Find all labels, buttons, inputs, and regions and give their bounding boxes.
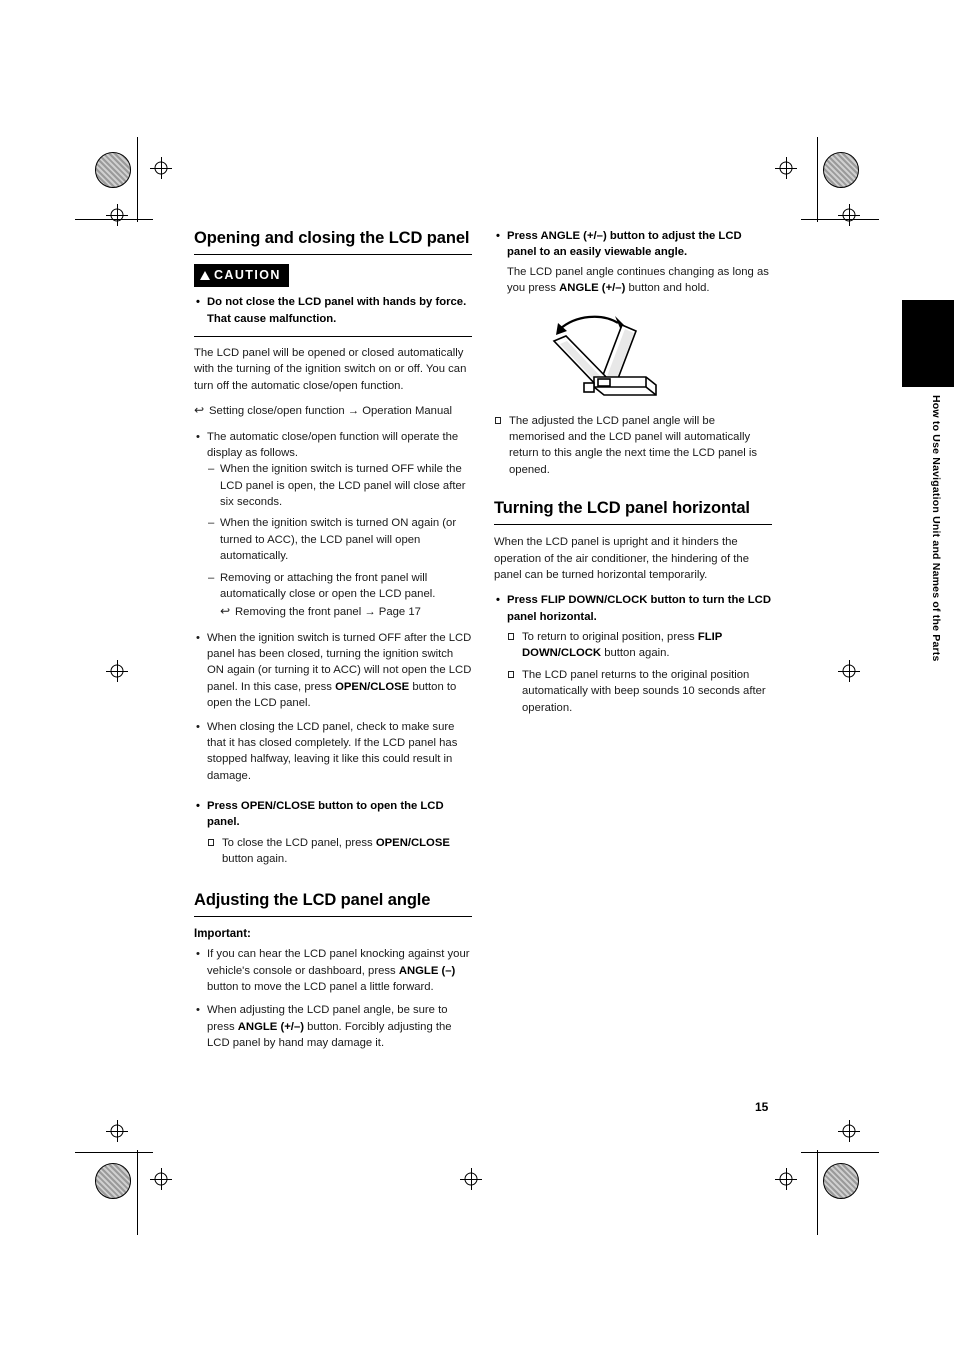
registration-target-right-upper	[838, 204, 860, 226]
list-item: – When the ignition switch is turned OFF while the LCD panel is open, the LCD panel will close after six seconds.	[207, 461, 472, 510]
auto-function-sublist	[207, 461, 472, 620]
caution-rule	[194, 336, 472, 337]
registration-circle-bottom-left	[95, 1163, 131, 1199]
list-item-label: Press ANGLE (+/–) button to adjust the LCD panel to an easily viewable angle.	[507, 230, 742, 259]
registration-target-top-left	[150, 157, 172, 179]
flip-down-list	[494, 592, 772, 716]
registration-target-right-middle	[838, 660, 860, 682]
intro-paragraph: The LCD panel will be opened or closed automatically with the turning of the ignition switch on or off. You can turn off the automatic close/open function.	[194, 347, 467, 392]
registration-circle-top-left	[95, 152, 131, 188]
lcd-panel-angle-figure	[494, 307, 772, 403]
registration-circle-top-right	[823, 152, 859, 188]
crop-line-top-right-v	[817, 137, 818, 222]
left-column	[194, 228, 472, 1061]
press-angle-body: The LCD panel angle continues changing as long as you press ANGLE (+/–) button and hold.	[507, 265, 769, 295]
right-column	[494, 228, 772, 725]
heading-rule-2	[194, 916, 472, 917]
registration-target-right-lower	[838, 1120, 860, 1142]
heading-rule-3	[494, 524, 772, 525]
list-item: • When the ignition switch is turned OFF after the LCD panel has been closed, turning the ignition switch ON again (or turning it to ACC) will not open the LCD panel. In this case, press OPEN/CLOSE button to open the LCD panel.	[194, 630, 472, 712]
list-item: • When adjusting the LCD panel angle, be sure to press ANGLE (+/–) button. Forcibly adjusting the LCD panel by hand may damage it.	[194, 1002, 472, 1051]
caution-badge	[194, 264, 289, 287]
reference-note-setting: ↪ Setting close/open function → Operation Manual	[194, 403, 472, 419]
list-item	[494, 228, 772, 297]
list-item	[494, 592, 772, 716]
edge-marker-tab	[902, 300, 954, 387]
horizontal-intro-paragraph: When the LCD panel is upright and it hinders the operation of the air conditioner, the hindering of the panel can be turned horizontal temporarily.	[494, 536, 749, 581]
registration-target-left-middle	[106, 660, 128, 682]
caution-list	[194, 294, 472, 327]
important-label: Important:	[194, 927, 251, 940]
flip-down-sublist	[507, 629, 772, 716]
list-item: • Do not close the LCD panel with hands by force. That cause malfunction.	[194, 294, 472, 327]
list-item-label: The automatic close/open function will operate the display as follows.	[207, 430, 459, 459]
list-item: • If you can hear the LCD panel knocking against your vehicle's console or dashboard, press ANGLE (–) button to move the LCD panel a little forward.	[194, 946, 472, 995]
list-item: To return to original position, press FLIP DOWN/CLOCK button again.	[507, 629, 772, 662]
angle-memory-note-list	[494, 413, 772, 479]
section-heading-opening-closing: Opening and closing the LCD panel	[194, 229, 470, 247]
registration-target-bottom-center	[460, 1168, 482, 1190]
list-item: • When closing the LCD panel, check to make sure that it has closed completely. If the LCD panel has stopped halfway, leaving it like this could result in damage.	[194, 719, 472, 785]
list-item-label: Press OPEN/CLOSE button to open the LCD panel.	[207, 800, 444, 829]
press-open-close-sublist	[207, 835, 472, 868]
reference-note-front-panel: ↪ Removing the front panel → Page 17	[220, 604, 472, 620]
important-list	[194, 946, 472, 1051]
list-item	[194, 798, 472, 868]
section-heading-adjusting-angle: Adjusting the LCD panel angle	[194, 890, 431, 909]
section-heading-turning-horizontal: Turning the LCD panel horizontal	[494, 499, 750, 517]
crop-line-bottom-left-v	[137, 1150, 138, 1235]
list-item-label: Removing or attaching the front panel will automatically close or open the LCD panel.	[220, 571, 436, 600]
list-item	[207, 570, 472, 621]
lcd-panel-illustration	[494, 307, 734, 403]
list-item: – When the ignition switch is turned ON again (or turned to ACC), the LCD panel will open automatically.	[207, 515, 472, 564]
page-number: 15	[755, 1100, 769, 1114]
caution-label: CAUTION	[214, 268, 281, 283]
crop-line-top-left-v	[137, 137, 138, 222]
running-head: How to Use Navigation Unit and Names of the Parts	[930, 395, 942, 662]
crop-line-bottom-right-h	[801, 1152, 879, 1153]
list-item-label: Press FLIP DOWN/CLOCK button to turn the LCD panel horizontal.	[507, 594, 771, 623]
registration-target-left-upper	[106, 204, 128, 226]
list-item: The LCD panel returns to the original position automatically with beep sounds 10 seconds after operation.	[507, 667, 772, 716]
registration-target-left-lower	[106, 1120, 128, 1142]
crop-line-bottom-right-v	[817, 1150, 818, 1235]
list-item	[194, 429, 472, 621]
warning-triangle-icon	[200, 271, 210, 280]
registration-target-bottom-right	[775, 1168, 797, 1190]
press-angle-list	[494, 228, 772, 297]
heading-rule	[194, 254, 472, 255]
registration-target-top-right	[775, 157, 797, 179]
list-item: The adjusted the LCD panel angle will be memorised and the LCD panel will automatically return to this angle the next time the LCD panel is opened.	[494, 413, 772, 479]
registration-circle-bottom-right	[823, 1163, 859, 1199]
press-open-close-list	[194, 798, 472, 868]
auto-function-list	[194, 429, 472, 785]
crop-line-bottom-left-h	[75, 1152, 153, 1153]
registration-target-bottom-left	[150, 1168, 172, 1190]
list-item: To close the LCD panel, press OPEN/CLOSE button again.	[207, 835, 472, 868]
